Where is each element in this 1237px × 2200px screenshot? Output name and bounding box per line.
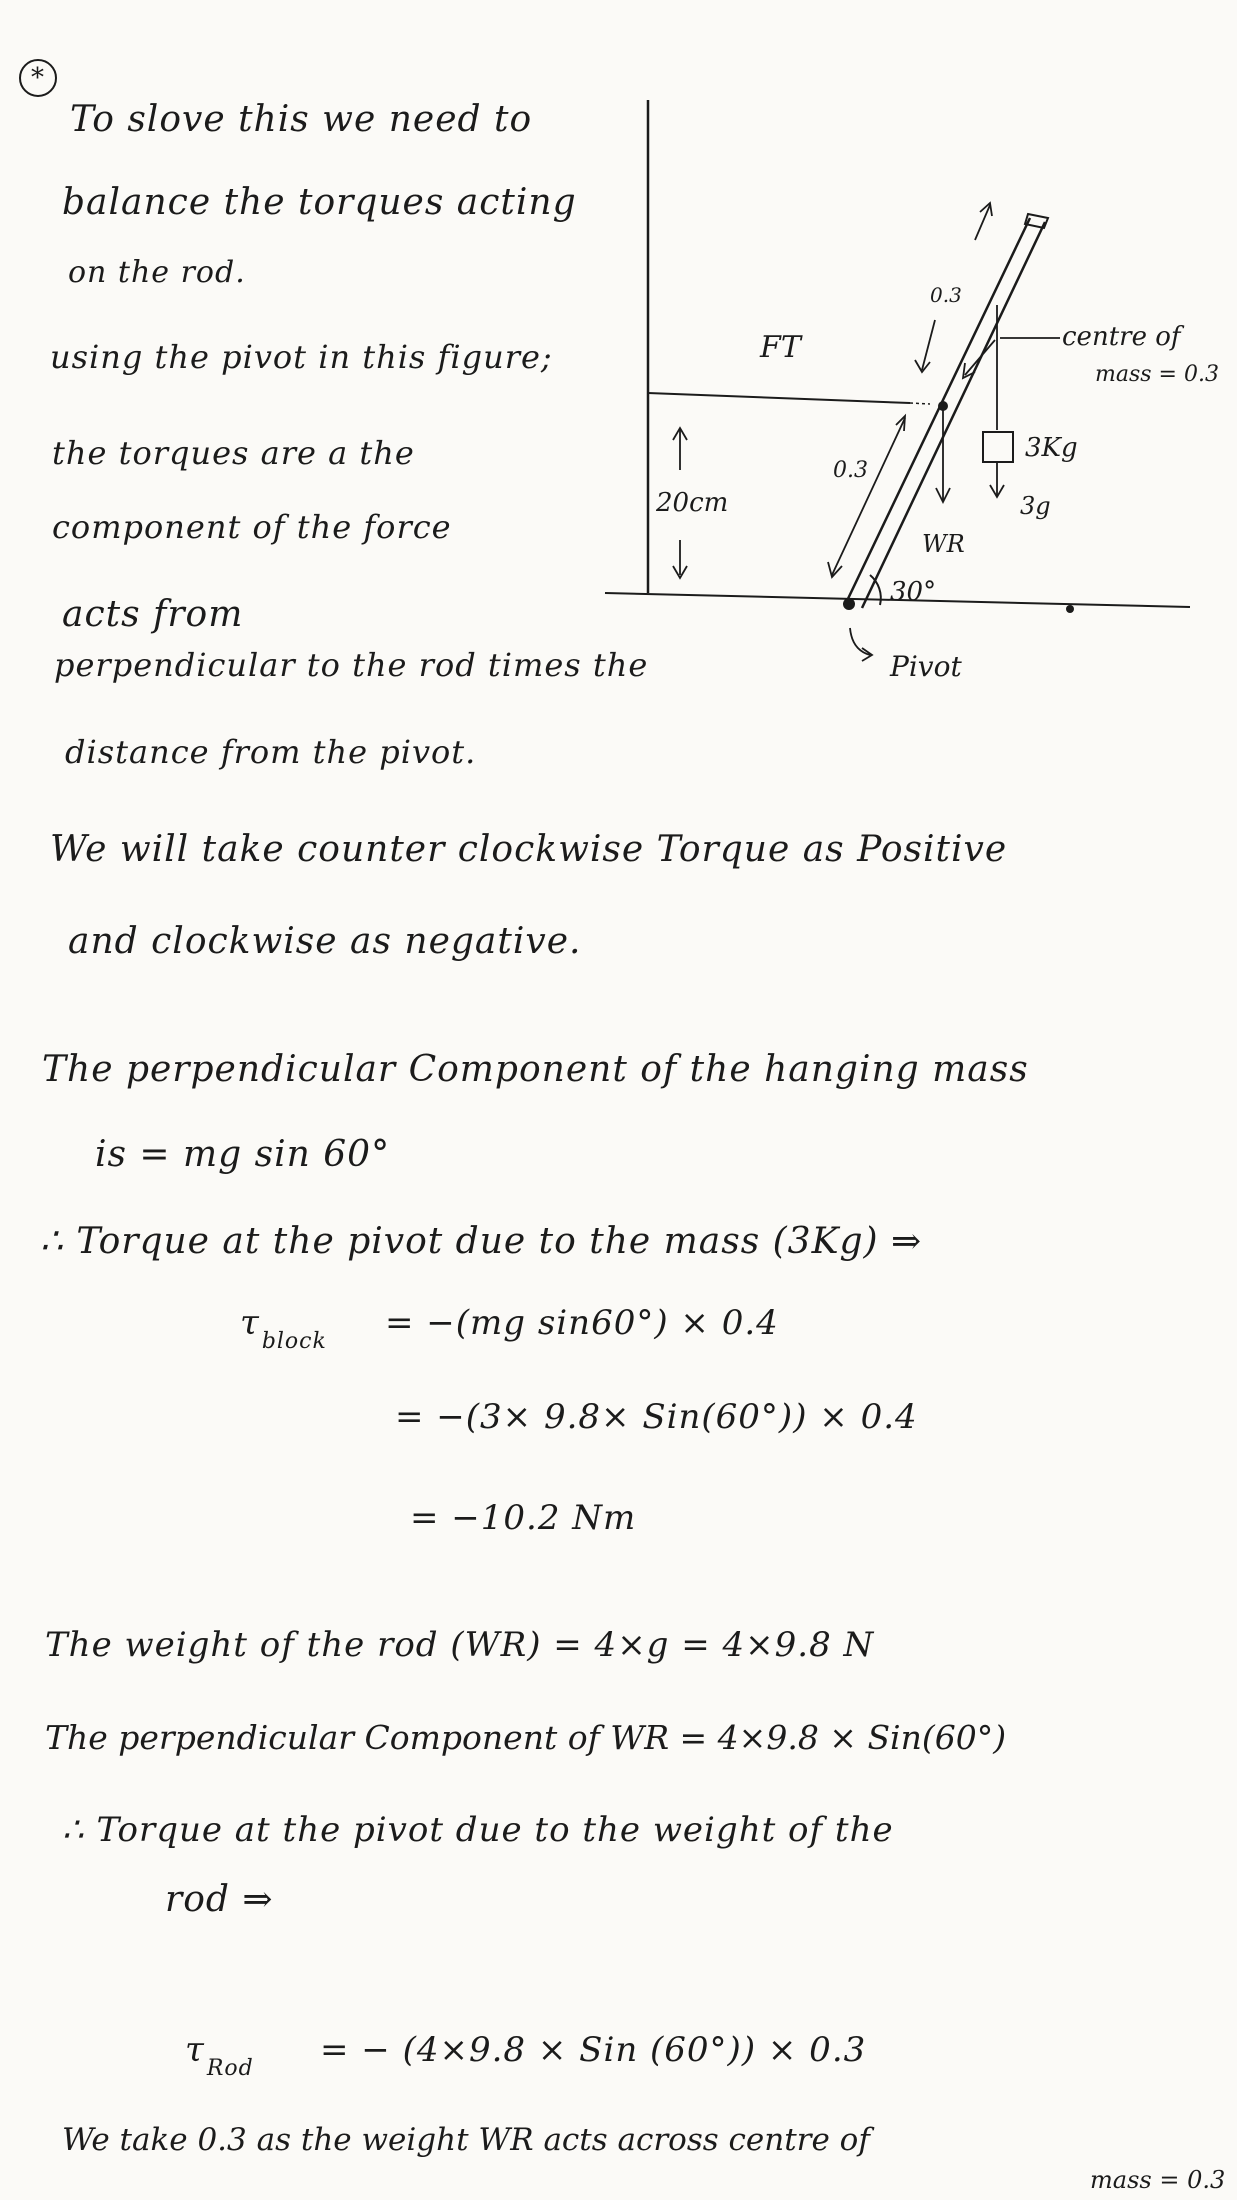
marker-asterisk: * [31,63,45,93]
rod-line-3: ∴ Torque at the pivot due to the weight of the [62,1810,894,1850]
label-03-left: 0.3 [833,458,868,483]
label-pivot: Pivot [890,650,962,683]
intro-line-1: To slove this we need to [70,99,533,140]
rod-note: We take 0.3 as the weight WR acts across centre of [62,2122,870,2158]
intro-line-7: acts from [62,594,244,635]
rod-note-2: mass = 0.3 [1090,2166,1226,2194]
tau-rod-label [185,2030,254,2081]
rope-line [648,393,910,403]
label-centre-of: centre of [1062,322,1181,352]
label-mass-03: mass = 0.3 [1095,362,1219,387]
intro-line-4: using the pivot in this figure; [50,338,553,376]
intro-line-6: component of the force [52,508,452,546]
tau-block-symbol: τ [240,1303,260,1343]
convention-line-2: and clockwise as negative. [68,921,582,962]
block-line-1: The perpendicular Component of the hanging mass [42,1049,1029,1090]
convention-line-1: We will take counter clockwise Torque as Positive [50,829,1008,870]
block-line-2: is = mg sin 60° [95,1134,391,1175]
intro-line-5: the torques are a the [52,434,415,472]
tau-rod-symbol: τ [185,2030,205,2070]
block-eq-3: = −10.2 Nm [410,1498,637,1538]
intro-line-9: distance from the pivot. [65,733,477,771]
label-3g: 3g [1020,492,1051,520]
block-eq-2: = −(3× 9.8× Sin(60°)) × 0.4 [395,1397,918,1437]
label-30deg: 30° [890,577,937,607]
rod-line-4: rod ⇒ [165,1879,274,1920]
tau-block-label [240,1303,327,1354]
label-ft: FT [760,330,801,365]
label-wr: WR [922,530,965,558]
intro-line-2: balance the torques acting [62,182,577,223]
block-line-3: ∴ Torque at the pivot due to the mass (3Kg) ⇒ [40,1221,923,1262]
label-20cm: 20cm [656,488,729,518]
block-eq-1: = −(mg sin60°) × 0.4 [385,1303,779,1343]
label-3kg: 3Kg [1025,433,1078,463]
rod-eq-1: = − (4×9.8 × Sin (60°)) × 0.3 [320,2030,867,2070]
tau-rod-sub: Rod [206,2056,254,2081]
intro-line-8: perpendicular to the rod times the [54,646,649,684]
rod-line-2: The perpendicular Component of WR = 4×9.8 × Sin(60°) [45,1718,1007,1757]
intro-line-3: on the rod. [68,255,246,290]
label-03-top: 0.3 [930,283,962,307]
tau-block-sub: block [261,1329,327,1354]
rod-line-1: The weight of the rod (WR) = 4×g = 4×9.8 N [45,1625,875,1665]
hanging-mass-box [983,432,1013,462]
pivot-dot [843,598,855,610]
